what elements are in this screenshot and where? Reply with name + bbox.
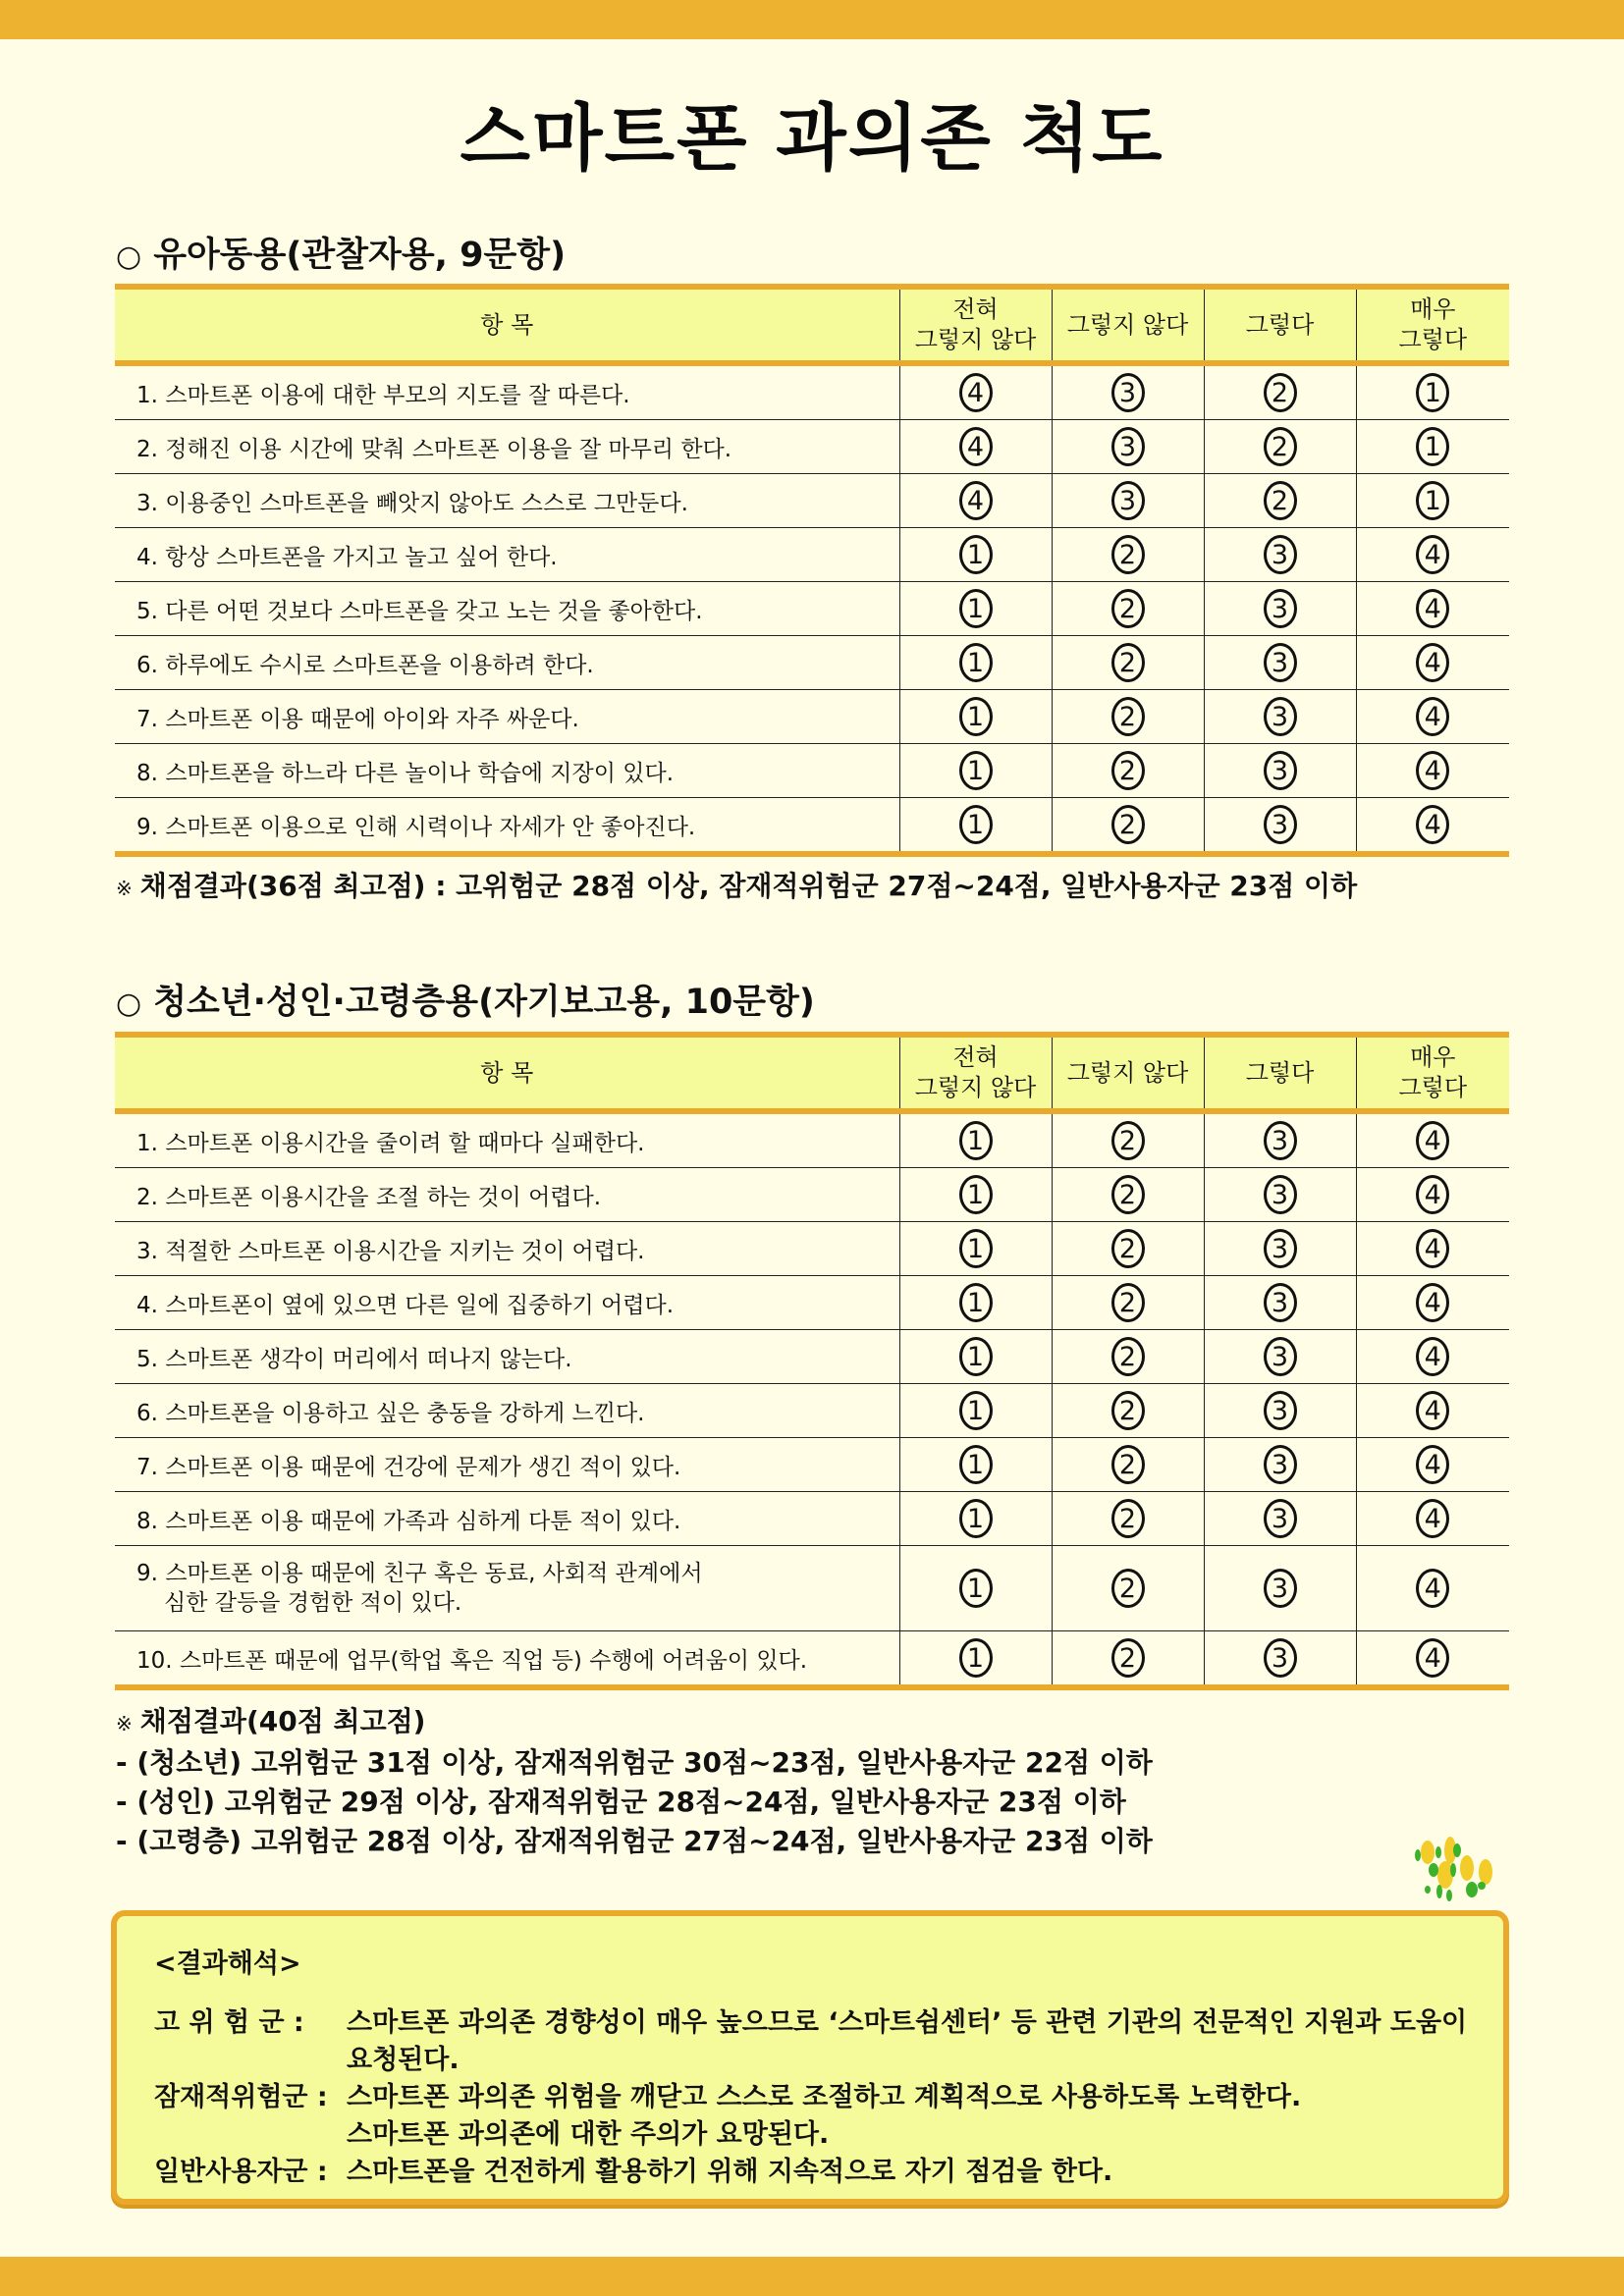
header-opt3: 그렇다 (1204, 1035, 1356, 1111)
option-cell[interactable] (1356, 1330, 1509, 1384)
circled-number-icon: 1 (959, 1175, 993, 1214)
option-cell[interactable] (1356, 636, 1509, 690)
circled-number-icon: 4 (1416, 1499, 1449, 1538)
option-cell[interactable] (1356, 420, 1509, 474)
option-cell[interactable] (1204, 582, 1356, 636)
option-cell[interactable] (899, 1330, 1052, 1384)
option-cell[interactable] (899, 636, 1052, 690)
interpretation-high-risk (154, 2004, 1486, 2079)
circled-number-icon: 2 (1111, 535, 1145, 574)
table-row (115, 1546, 1509, 1631)
top-band (0, 0, 1624, 39)
item-text: 10. 스마트폰 때문에 업무(학업 혹은 직업 등) 수행에 어려움이 있다. (115, 1631, 899, 1688)
header-opt1-line1: 전혀 (952, 1043, 999, 1071)
option-cell[interactable] (1204, 474, 1356, 528)
circled-number-icon: 1 (959, 1229, 993, 1268)
option-cell[interactable] (1052, 1276, 1204, 1330)
circled-number-icon: 3 (1264, 1229, 1297, 1268)
option-cell[interactable] (1204, 363, 1356, 420)
table-row (115, 1438, 1509, 1492)
option-cell[interactable] (1204, 798, 1356, 855)
option-cell[interactable] (1204, 744, 1356, 798)
circled-number-icon: 2 (1111, 751, 1145, 790)
circled-number-icon: 2 (1111, 1121, 1145, 1160)
circled-number-icon: 3 (1111, 427, 1145, 466)
circled-number-icon: 3 (1264, 751, 1297, 790)
option-cell[interactable] (1052, 1438, 1204, 1492)
section2-note-title (116, 1702, 1153, 1743)
circled-number-icon: 2 (1264, 373, 1297, 412)
circled-number-icon: 4 (1416, 589, 1449, 628)
option-cell[interactable] (1052, 744, 1204, 798)
item-text-line1: 9. 스마트폰 이용 때문에 친구 혹은 동료, 사회적 관계에서 (136, 1561, 703, 1586)
table-header-row (115, 287, 1509, 363)
item-text: 6. 스마트폰을 이용하고 싶은 충동을 강하게 느낀다. (115, 1384, 899, 1438)
note-line-senior: - (고령층) 고위험군 28점 이상, 잠재적위험군 27점~24점, 일반사용자군 23점 이하 (116, 1825, 1153, 1857)
circled-number-icon: 4 (959, 373, 993, 412)
option-cell[interactable] (899, 744, 1052, 798)
circled-number-icon: 4 (959, 427, 993, 466)
circled-number-icon: 3 (1264, 1638, 1297, 1678)
option-cell[interactable] (899, 690, 1052, 744)
header-opt1-line1: 전혀 (952, 295, 999, 323)
header-opt2: 그렇지 않다 (1052, 1035, 1204, 1111)
circled-number-icon: 4 (1416, 1337, 1449, 1376)
header-opt1 (899, 287, 1052, 363)
circled-number-icon: 2 (1264, 481, 1297, 520)
interpretation-potential-risk (154, 2079, 1486, 2154)
section1-scoring-note (116, 867, 1357, 908)
item-text: 8. 스마트폰을 하느라 다른 놀이나 학습에 지장이 있다. (115, 744, 899, 798)
interpretation-label: 일반사용자군 : (154, 2157, 328, 2187)
option-cell[interactable] (899, 1222, 1052, 1276)
circled-number-icon: 1 (959, 1445, 993, 1484)
option-cell[interactable] (1356, 1631, 1509, 1688)
circled-number-icon: 4 (1416, 1638, 1449, 1678)
header-opt4-line2: 그렇다 (1398, 1074, 1468, 1101)
circled-number-icon: 4 (1416, 535, 1449, 574)
item-text-line2: 심한 갈등을 경험한 적이 있다. (164, 1590, 462, 1616)
circle-bullet-icon: ○ (116, 240, 142, 274)
option-cell[interactable] (1052, 798, 1204, 855)
header-opt4 (1356, 1035, 1509, 1111)
section2-heading-text: 청소년·성인·고령층용(자기보고용, 10문항) (153, 983, 815, 1022)
circled-number-icon: 3 (1264, 1283, 1297, 1322)
option-cell[interactable] (1204, 1546, 1356, 1631)
circled-number-icon: 3 (1264, 805, 1297, 844)
header-opt4-line2: 그렇다 (1398, 326, 1468, 353)
circled-number-icon: 3 (1264, 1499, 1297, 1538)
reference-mark-icon: ※ (116, 1712, 133, 1735)
option-cell[interactable] (1356, 1276, 1509, 1330)
circled-number-icon: 2 (1111, 589, 1145, 628)
table-row (115, 1492, 1509, 1546)
option-cell[interactable] (899, 420, 1052, 474)
circled-number-icon: 3 (1264, 1121, 1297, 1160)
item-text (115, 1546, 899, 1631)
option-cell[interactable] (1052, 420, 1204, 474)
option-cell[interactable] (899, 1168, 1052, 1222)
option-cell[interactable] (1052, 636, 1204, 690)
reference-mark-icon: ※ (116, 877, 133, 900)
option-cell[interactable] (1204, 1384, 1356, 1438)
item-text: 7. 스마트폰 이용 때문에 아이와 자주 싸운다. (115, 690, 899, 744)
circled-number-icon: 4 (1416, 1391, 1449, 1430)
option-cell[interactable] (1052, 582, 1204, 636)
circled-number-icon: 2 (1111, 1391, 1145, 1430)
option-cell[interactable] (1204, 1330, 1356, 1384)
circled-number-icon: 3 (1264, 1445, 1297, 1484)
circled-number-icon: 3 (1264, 697, 1297, 736)
option-cell[interactable] (1356, 528, 1509, 582)
table-row (115, 744, 1509, 798)
option-cell[interactable] (1204, 1438, 1356, 1492)
circled-number-icon: 3 (1264, 1569, 1297, 1608)
option-cell[interactable] (1356, 1546, 1509, 1631)
circled-number-icon: 1 (959, 751, 993, 790)
option-cell[interactable] (1052, 1330, 1204, 1384)
circled-number-icon: 4 (1416, 643, 1449, 682)
header-opt4-line1: 매우 (1410, 295, 1456, 323)
option-cell[interactable] (899, 798, 1052, 855)
circled-number-icon: 3 (1111, 481, 1145, 520)
circled-number-icon: 2 (1111, 1175, 1145, 1214)
circle-bullet-icon: ○ (116, 987, 142, 1021)
item-text: 1. 스마트폰 이용시간을 줄이려 할 때마다 실패한다. (115, 1111, 899, 1168)
section2-note-title-text: 채점결과(40점 최고점) (139, 1705, 426, 1737)
table-row (115, 363, 1509, 420)
table-row (115, 690, 1509, 744)
table-row (115, 1168, 1509, 1222)
item-text: 6. 하루에도 수시로 스마트폰을 이용하려 한다. (115, 636, 899, 690)
circled-number-icon: 1 (959, 1283, 993, 1322)
option-cell[interactable] (1356, 474, 1509, 528)
interpretation-general-user (154, 2154, 1486, 2191)
item-text: 3. 적절한 스마트폰 이용시간을 지키는 것이 어렵다. (115, 1222, 899, 1276)
option-cell[interactable] (899, 474, 1052, 528)
table-row (115, 1111, 1509, 1168)
circled-number-icon: 2 (1111, 1283, 1145, 1322)
option-cell[interactable] (1204, 1111, 1356, 1168)
option-cell[interactable] (1204, 1492, 1356, 1546)
circled-number-icon: 4 (1416, 697, 1449, 736)
option-cell[interactable] (1204, 636, 1356, 690)
interpretation-title: <결과해석> (154, 1949, 301, 1979)
item-text: 7. 스마트폰 이용 때문에 건강에 문제가 생긴 적이 있다. (115, 1438, 899, 1492)
option-cell[interactable] (1356, 1168, 1509, 1222)
table-row (115, 1222, 1509, 1276)
option-cell[interactable] (1204, 528, 1356, 582)
circled-number-icon: 3 (1264, 1337, 1297, 1376)
option-cell[interactable] (1356, 582, 1509, 636)
item-text: 8. 스마트폰 이용 때문에 가족과 심하게 다툰 적이 있다. (115, 1492, 899, 1546)
circled-number-icon: 4 (1416, 1175, 1449, 1214)
option-cell[interactable] (1052, 1168, 1204, 1222)
option-cell[interactable] (1052, 1111, 1204, 1168)
circled-number-icon: 1 (959, 697, 993, 736)
circled-number-icon: 3 (1264, 589, 1297, 628)
section1-table (115, 284, 1509, 857)
circled-number-icon: 2 (1111, 805, 1145, 844)
note-line-youth: - (청소년) 고위험군 31점 이상, 잠재적위험군 30점~23점, 일반사용자군 22점 이하 (116, 1746, 1153, 1779)
bottom-band (0, 2257, 1624, 2296)
circled-number-icon: 2 (1111, 1638, 1145, 1678)
option-cell[interactable] (899, 1546, 1052, 1631)
option-cell[interactable] (1052, 690, 1204, 744)
circled-number-icon: 1 (959, 643, 993, 682)
option-cell[interactable] (1052, 363, 1204, 420)
interpretation-text-line2: 스마트폰 과의존에 대한 주의가 요망된다. (347, 2119, 830, 2150)
header-opt1 (899, 1035, 1052, 1111)
circled-number-icon: 1 (1416, 373, 1449, 412)
option-cell[interactable] (1356, 1492, 1509, 1546)
table-row (115, 420, 1509, 474)
interpretation-text-line1: 스마트폰 과의존 위험을 깨닫고 스스로 조절하고 계획적으로 사용하도록 노력한다. (347, 2082, 1302, 2112)
circled-number-icon: 2 (1111, 1229, 1145, 1268)
circled-number-icon: 4 (1416, 1445, 1449, 1484)
circled-number-icon: 2 (1264, 427, 1297, 466)
option-cell[interactable] (899, 363, 1052, 420)
option-cell[interactable] (1356, 798, 1509, 855)
option-cell[interactable] (1052, 1546, 1204, 1631)
header-opt4-line1: 매우 (1410, 1043, 1456, 1071)
option-cell[interactable] (1204, 1631, 1356, 1688)
section1-heading (116, 228, 566, 277)
table-row (115, 1276, 1509, 1330)
flower-icon (1406, 1831, 1504, 1909)
option-cell[interactable] (1052, 474, 1204, 528)
table-row (115, 528, 1509, 582)
option-cell[interactable] (1204, 690, 1356, 744)
circled-number-icon: 2 (1111, 1337, 1145, 1376)
table-header-row (115, 1035, 1509, 1111)
note-line-adult: - (성인) 고위험군 29점 이상, 잠재적위험군 28점~24점, 일반사용자군 23점 이하 (116, 1786, 1126, 1818)
option-cell[interactable] (1356, 744, 1509, 798)
header-opt3: 그렇다 (1204, 287, 1356, 363)
circled-number-icon: 3 (1264, 535, 1297, 574)
circled-number-icon: 4 (1416, 1121, 1449, 1160)
header-opt1-line2: 그렇지 않다 (914, 1074, 1037, 1101)
option-cell[interactable] (1052, 1222, 1204, 1276)
option-cell[interactable] (899, 1111, 1052, 1168)
circled-number-icon: 1 (1416, 481, 1449, 520)
circled-number-icon: 2 (1111, 1499, 1145, 1538)
header-item: 항 목 (115, 1035, 899, 1111)
item-text: 4. 스마트폰이 옆에 있으면 다른 일에 집중하기 어렵다. (115, 1276, 899, 1330)
circled-number-icon: 2 (1111, 643, 1145, 682)
item-text: 9. 스마트폰 이용으로 인해 시력이나 자세가 안 좋아진다. (115, 798, 899, 855)
header-opt2: 그렇지 않다 (1052, 287, 1204, 363)
circled-number-icon: 1 (959, 1638, 993, 1678)
item-text: 5. 다른 어떤 것보다 스마트폰을 갖고 노는 것을 좋아한다. (115, 582, 899, 636)
option-cell[interactable] (1052, 1492, 1204, 1546)
circled-number-icon: 2 (1111, 697, 1145, 736)
option-cell[interactable] (899, 1384, 1052, 1438)
section1-note-text: 채점결과(36점 최고점) : 고위험군 28점 이상, 잠재적위험군 27점~24점, 일반사용자군 23점 이하 (139, 870, 1358, 902)
section2-table (115, 1032, 1509, 1690)
option-cell[interactable] (1204, 1276, 1356, 1330)
interpretation-label: 고 위 험 군 : (154, 2007, 304, 2038)
option-cell[interactable] (1204, 420, 1356, 474)
interpretation-box (111, 1910, 1509, 2205)
table-row (115, 582, 1509, 636)
option-cell[interactable] (1356, 1222, 1509, 1276)
option-cell[interactable] (1356, 1111, 1509, 1168)
header-opt4 (1356, 287, 1509, 363)
circled-number-icon: 2 (1111, 1445, 1145, 1484)
interpretation-text (347, 2079, 1486, 2154)
section2-heading (116, 975, 815, 1024)
option-cell[interactable] (899, 1631, 1052, 1688)
circled-number-icon: 3 (1111, 373, 1145, 412)
option-cell[interactable] (899, 1492, 1052, 1546)
circled-number-icon: 1 (959, 1391, 993, 1430)
item-text: 4. 항상 스마트폰을 가지고 놀고 싶어 한다. (115, 528, 899, 582)
option-cell[interactable] (899, 582, 1052, 636)
option-cell[interactable] (1356, 1438, 1509, 1492)
table-row (115, 1330, 1509, 1384)
interpretation-text: 스마트폰 과의존 경향성이 매우 높으므로 ‘스마트쉼센터’ 등 관련 기관의 전문적인 지원과 도움이 요청된다. (347, 2007, 1468, 2075)
circled-number-icon: 1 (959, 535, 993, 574)
circled-number-icon: 4 (1416, 1283, 1449, 1322)
table-row (115, 474, 1509, 528)
circled-number-icon: 2 (1111, 1569, 1145, 1608)
option-cell[interactable] (1204, 1168, 1356, 1222)
header-item: 항 목 (115, 287, 899, 363)
interpretation-text: 스마트폰을 건전하게 활용하기 위해 지속적으로 자기 점검을 한다. (347, 2157, 1113, 2187)
circled-number-icon: 1 (959, 1121, 993, 1160)
option-cell[interactable] (1052, 528, 1204, 582)
option-cell[interactable] (1356, 363, 1509, 420)
option-cell[interactable] (899, 1438, 1052, 1492)
circled-number-icon: 3 (1264, 1391, 1297, 1430)
circled-number-icon: 1 (959, 589, 993, 628)
option-cell[interactable] (1204, 1222, 1356, 1276)
circled-number-icon: 1 (1416, 427, 1449, 466)
circled-number-icon: 1 (959, 1337, 993, 1376)
item-text: 5. 스마트폰 생각이 머리에서 떠나지 않는다. (115, 1330, 899, 1384)
item-text: 3. 이용중인 스마트폰을 빼앗지 않아도 스스로 그만둔다. (115, 474, 899, 528)
item-text: 2. 스마트폰 이용시간을 조절 하는 것이 어렵다. (115, 1168, 899, 1222)
table-row (115, 798, 1509, 855)
interpretation-label: 잠재적위험군 : (154, 2082, 328, 2112)
circled-number-icon: 4 (1416, 805, 1449, 844)
header-opt1-line2: 그렇지 않다 (914, 326, 1037, 353)
option-cell[interactable] (1052, 1631, 1204, 1688)
section2-scoring-note (116, 1702, 1153, 1861)
page-title: 스마트폰 과의존 척도 (460, 96, 1164, 181)
option-cell[interactable] (899, 528, 1052, 582)
option-cell[interactable] (1052, 1384, 1204, 1438)
circled-number-icon: 4 (1416, 1229, 1449, 1268)
circled-number-icon: 3 (1264, 643, 1297, 682)
circled-number-icon: 1 (959, 1569, 993, 1608)
table-row (115, 1384, 1509, 1438)
circled-number-icon: 1 (959, 805, 993, 844)
table-row (115, 1631, 1509, 1688)
item-text: 1. 스마트폰 이용에 대한 부모의 지도를 잘 따른다. (115, 363, 899, 420)
option-cell[interactable] (899, 1276, 1052, 1330)
table-row (115, 636, 1509, 690)
circled-number-icon: 4 (1416, 751, 1449, 790)
circled-number-icon: 1 (959, 1499, 993, 1538)
circled-number-icon: 4 (1416, 1569, 1449, 1608)
circled-number-icon: 3 (1264, 1175, 1297, 1214)
section1-heading-text: 유아동용(관찰자용, 9문항) (153, 236, 567, 275)
circled-number-icon: 4 (959, 481, 993, 520)
item-text: 2. 정해진 이용 시간에 맞춰 스마트폰 이용을 잘 마무리 한다. (115, 420, 899, 474)
option-cell[interactable] (1356, 690, 1509, 744)
option-cell[interactable] (1356, 1384, 1509, 1438)
